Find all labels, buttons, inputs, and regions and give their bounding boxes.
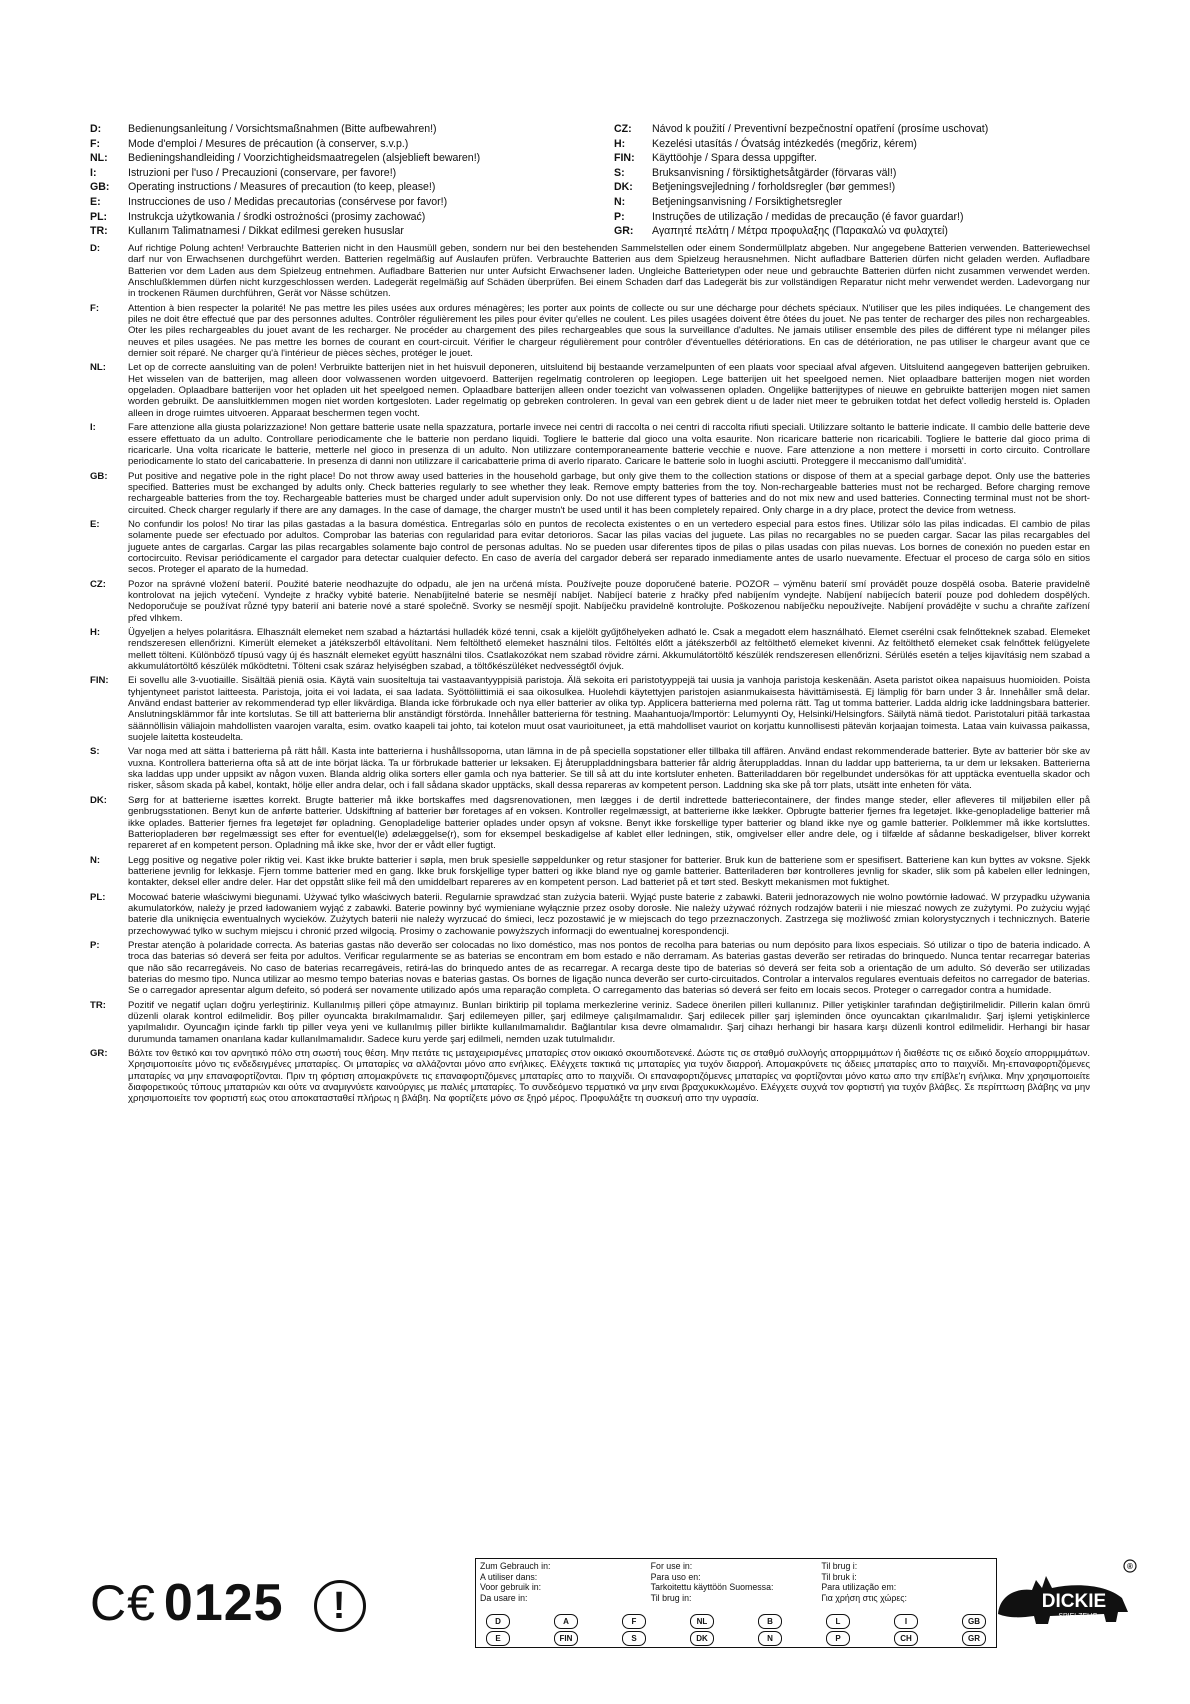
- header-language-row: [614, 151, 1134, 166]
- country-code-icon: I: [894, 1614, 918, 1629]
- country-icons-row-1: [486, 1614, 986, 1629]
- header-title: Käyttöohje / Spara dessa uppgifter.: [652, 152, 817, 165]
- paragraph-text: Put positive and negative pole in the right place! Do not throw away used batteries in the household garbage, but only give them to the collection stations or dispose of them at a special garbage depot. Only use the batteries specified. Batteries must be exchanged by adults only. Check batteries regularly to see whether they leak. Remove empty batteries from the toy. Non-rechargeable batteries must not be recharged. Before charging remove rechargeable batteries from the toy. Rechargeable batteries must be charged under adult supervision only. Do not use different types of batteries and do not mix new and used batteries. Connecting terminal must not be short-circuited. Check charger regularly if there are any damages. In the case of damage, the charger mustn't be used until it has been completely repaired. Only charge in a dry place, protect the device from wetness.: [128, 470, 1090, 516]
- paragraph-text: Pozitif ve negatif uçları doğru yerleştiriniz. Kullanılmış pilleri çöpe atmayınız. Bunları biriktirip pil toplama merkezlerine veriniz. Sadece önerilen pilleri kullanınız. Piller yetişkinler tarafından değiştirilmelidir. Pillerin kalan ömrü düzenli olarak kontrol edilmelidir. Boş piller oyuncakta bırakılmamalıdır. Şarj edilemeyen piller, şarj edilmeye çalışılmamalıdır. Şarj edilecek piller şarj işleminden önce oyuncaktan çıkarılmalıdır. Şarj işlemi yetişkinlerce yapılmalıdır. Oyuncağın içinde farklı tip piller veya yeni ve kullanılmış piller birlikte kullanılmamalıdır. Bağlantılar kısa devre olmamalıdır. Şarj cihazı herhangi bir hasara karşı düzenli kontrol edilmelidir. Herhangi bir hasar durumunda tamamen onarılana kadar kullanılmamalıdır. Sadece kuru yerde şarj edilmeli, nemden uzak tutulmalıdır.: [128, 999, 1090, 1045]
- header-title: Betjeningsvejledning / forholdsregler (bør gemmes!): [652, 181, 896, 194]
- language-code: N:: [90, 854, 101, 866]
- language-code: PL:: [90, 891, 106, 903]
- language-paragraph: [90, 1000, 1090, 1045]
- language-paragraph: [90, 746, 1090, 791]
- paragraph-text: Βάλτε τον θετικό και τον αρνητικό πόλο στη σωστή τους θέση. Μην πετάτε τις μεταχειρισμένες μπαταρίες στον οικιακό σκουπιδοτενεκέ. Δώστε τις σε σταθμό συλλογής απορριμμάτων ή διαθέστε τις σε ειδικό δοχείο απορριμμάτων. Χρησιμοποιείτε μόνο τις ενδεδειγμένες μπαταρίες. Οι μπαταρίες να αλλάζονται μόνο απο ενήλικες. Ελέγχετε τακτικά τις μπαταρίες για τυχόν διαρροή. Απομακρύνετε τις άδειες μπαταρίες απο το παιχνίδι. Μη-επαναφορτιζόμενες μπαταρίες να μην επαναφορτίζονται. Πριν τη φόρτιση απομακρύνετε τις επαναφορτιζόμενες μπαταρίες απο το παιχνίδι. Οι επαναφορτιζόμενες μπαταρίες να φορτίζονται μόνο κατω απο την επίβλε'η ενήλικα. Μην χρησιμοποιείτε διαφορετικούς τύπους μπαταριών και ούτε να αναμιγνύετε καινούργιες με παλιές μπαταρίες. Το συνδεόμενο τερματικό να μην ειναι βραχυκυκλωμένο. Ελέγχετε συχνά τον φορτιστή για τυχόν βλάβες. Σε περίπτωση βλάβης να μην χρησιμοποιείτε τον φορτιστή εως οτου αποκατασταθεί πλήρως η βλάβη. Να φορτίζετε μόνο σε ξηρό μέρος. Προφυλάξτε τη συσκευή απο την υγρασία.: [128, 1048, 1090, 1105]
- header-title: Instrukcja użytkowania / środki ostrożności (prosimy zachować): [128, 210, 426, 223]
- paragraph-text: Fare attenzione alla giusta polarizzazione! Non gettare batterie usate nella spazzatura, portarle invece nei centri di raccolta o nei centri di raccolta rifiuti speciali. Utilizzare soltanto le batterie indicate. Il cambio delle batterie deve essere effettuato da un adulto. Controllare periodicamente che le batterie non perdano liquidi. Togliere le batterie dal gioco una volta esaurite. Non ricaricare batterie non ricaricabili. Togliere le batterie dal gioco prima di ricaricarle. Una volta ricaricate le batterie, metterle nel gioco in presenza di un adulto. Non utilizzare contemporaneamente batterie vecchie e nuove. Fare attenzione a non mettere i morsetti in corto circuito. Controllare periodicamente lo stato del caricabatterie. In presenza di danni non utilizzare il caricabatterie prima di averlo riparato. Caricare le batterie solo in luoghi asciutti. Proteggere il meccanismo dall'umidità'.: [128, 422, 1090, 468]
- country-code-icon: GR: [962, 1631, 986, 1646]
- usage-labels-col3: [821, 1561, 992, 1603]
- language-code: F:: [90, 302, 100, 314]
- language-paragraph: [90, 471, 1090, 516]
- country-code-icon: E: [486, 1631, 510, 1646]
- language-code: I:: [90, 422, 96, 434]
- paragraph-text: Prestar atenção à polaridade correcta. As baterias gastas não deverão ser colocadas no lixo doméstico, mas nos pontos de recolha para baterias ou num depósito para lixos especiais. Só utilizar o tipo de bateria indicado. A troca das baterias só deverá ser feita por adultos. Verificar regularmente se as baterias se encontram em bom estado e não derramam. As baterias gastas deverão ser retiradas do brinquedo. Nunca tentar recarregar baterias que não são recarregáveis. No caso de baterias recarregáveis, retirá-las do brinquedo antes de as recarregar. A recarga deste tipo de baterias só deverá ser feita sob a orientação de um adulto. Só deverão ser utilizadas baterias do mesmo tipo. Nunca utilizar ao mesmo tempo baterias novas e baterias gastas. Os bornes de ligação nunca deverão ser curto-circuitados. Controlar a intervalos regulares eventuais defeitos no carregador de baterias. Se o carregador apresentar algum defeito, só poderá ser novamente utilizado após uma reparação completa. O carregamento das baterias só deverá ser feito em locais secos. Proteger o carregador contra a humidade.: [128, 939, 1090, 997]
- safety-paragraphs: [90, 243, 1090, 1108]
- language-code: S:: [90, 746, 100, 758]
- usage-labels-col2: [651, 1561, 822, 1603]
- header-title: Mode d'emploi / Mesures de précaution (à conserver, s.v.p.): [128, 137, 409, 150]
- paragraph-text: Var noga med att sätta i batterierna på rätt håll. Kasta inte batterierna i hushållssoporna, utan lämna in de på speciella sopstationer eller tillbaka till affären. Använd endast rekommenderade batterier. Byte av batterier bör ske av vuxna. Kontrollera batterierna ofta så att de inte börjat läcka. Ta ur förbrukade batterier ur leksaken. Ej återuppladdningsbara batterier får aldrig återuppladdas. Innan du laddar upp batterierna, ta ur dem ur leksaken. Batterierna ska laddas upp under uppsikt av någon vuxen. Blanda aldrig olika sorters eller gamla och nya batterier. Se till så att du inte kortsluter enheten. Batteriladdaren bör regelbundet undersökas för att upptäcka eventuella skador och risker, såsom skada på kabel, kontakt, hölje eller andra delar, och i fall sådana skador upptäcks, skall dessa repareras av kompetent person. Laddning ska ske på torr plats, utsätt inte enheten för väta.: [128, 746, 1090, 792]
- country-code-icon: D: [486, 1614, 510, 1629]
- country-code-icon: P: [826, 1631, 850, 1646]
- header-language-list-left: [90, 122, 610, 239]
- paragraph-text: Attention à bien respecter la polarité! Ne pas mettre les piles usées aux ordures ménagères; les porter aux points de collecte ou sur une décharge pour déchets spéciaux. N'utiliser que les piles indiquées. Le changement des piles ne doit être effectué que par des personnes adultes. Contrôler régulièrement les piles pour éviter qu'elles ne coulent. Les piles usagées doivent être ôtées du jouet. Ne pas tenter de recharger des piles non rechargeables. Oter les piles rechargeables du jouet avant de les recharger. Ne procéder au chargement des piles rechargeables que sous la surveillance d'adultes. Ne jamais utiliser ensemble des piles de différent type ni mélanger piles neuves et piles usagées. Ne pas mettre les bornes de courant en court-circuit. Vérifier le chargeur régulièrement pour contrôler d'éventuelles détériorations. En cas de détérioration, ne pas utiliser le chargeur avant que ce dernier soit réparé. Ne charger qu'à l'intérieur de pièces sèches, protéger le jouet.: [128, 302, 1090, 360]
- usage-label: Til bruk i:: [821, 1571, 857, 1582]
- usage-label: Zum Gebrauch in:: [480, 1561, 551, 1571]
- header-language-row: [90, 137, 610, 152]
- language-code: NL:: [90, 152, 108, 165]
- country-code-icon: L: [826, 1614, 850, 1629]
- usage-label: Til brug in:: [650, 1592, 692, 1603]
- ce-mark: C€: [90, 1575, 156, 1631]
- header-title: Bedieningshandleiding / Voorzichtigheidsmaatregelen (alsjeblieft bewaren!): [128, 152, 481, 165]
- ce-certification: [90, 1573, 366, 1633]
- usage-label: Para uso en:: [650, 1571, 701, 1582]
- country-code-icon: F: [622, 1614, 646, 1629]
- language-code: GB:: [90, 470, 108, 482]
- paragraph-text: Mocować baterie właściwymi biegunami. Używać tylko właściwych baterii. Regularnie sprawdzać stan zużycia baterii. Wyjąć puste baterie z zabawki. Baterii jednorazowych nie wolno powtórnie ładować. W przypadku używania akumulatorków, należy je przed ładowaniem wyjąć z zabawki. Baterie powinny być wymieniane wyłącznie przez osoby dorosłe. Nie należy używać różnych rodzajów baterii i nie mieszać nowych ze zużytymi. Po zużyciu wyjąć baterie dla uniknięcia ewentualnych wycieków. Zużytych baterii nie należy wyrzucać do śmieci, lecz pozostawić je w miejscach do tego przeznaczonych. Zastrzega się możliwość zmian kolorystycznych i technicznych. Baterie przechowywać tylko w suchym miejscu i chronić przed wilgocią. Prosimy o zachowanie powyższych informacji do ewentualnej korespondencji.: [128, 891, 1090, 937]
- header-title: Kezelési utasítás / Óvatság intézkedés (megőriz, kérem): [652, 137, 917, 150]
- header-title: Bedienungsanleitung / Vorsichtsmaßnahmen (Bitte aufbewahren!): [128, 123, 437, 135]
- language-code: CZ:: [614, 123, 632, 135]
- language-paragraph: [90, 362, 1090, 419]
- registered-mark: ®: [1127, 1562, 1133, 1571]
- header-language-row: [90, 151, 610, 166]
- header-language-row: [90, 122, 610, 137]
- country-code-icon: NL: [690, 1614, 714, 1629]
- paragraph-text: Let op de correcte aansluiting van de polen! Verbruikte batterijen niet in het huisvuil deponeren, uitsluitend bij bestaande verzamelpunten of een plaats voor speciaal afval afgeven. Uitsluitend aangegeven batterijen gebruiken. Het wisselen van de batterijen, mag alleen door volwassenen worden uitgevoerd. Batterijen regelmatig controleren op leegiopen. Lege batterijen uit het speelgoed nemen. Niet oplaadbare batterijen mogen niet worden opgeladen. Oplaadbare batterijen voor het opladen uit het speelgoed nemen. Oplaadbare batterijen alleen onder toezicht van volwassenen opladen. Ongelijke batterijtypes of nieuwe en gebruikte batterijen mogen niet samen worden gebruikt. De aansluitklemmen mogen niet worden kortgesloten. Lader regelmatig op gebreken controleren. In geval van een gebrek dient u de lader niet meer te gebruiken totdat het defect volledig hersteld is. Opladen alleen in droge ruimtes uitvoeren. Apparaat beschermen tegen vocht.: [128, 362, 1090, 419]
- language-paragraph: [90, 940, 1090, 997]
- usage-label: Til brug i:: [821, 1561, 858, 1571]
- country-icons-row-2: [486, 1631, 986, 1646]
- language-code: DK:: [90, 794, 107, 806]
- header-title: Kullanım Talimatnamesi / Dikkat edilmesi gereken hususlar: [128, 225, 404, 238]
- header-language-list-right: [614, 122, 1134, 239]
- header-language-row: [90, 224, 610, 239]
- language-code: F:: [90, 137, 100, 150]
- language-paragraph: [90, 892, 1090, 937]
- paragraph-text: Ügyeljen a helyes polaritásra. Elhasznált elemeket nem szabad a háztartási hulladék közé tenni, csak a kijelölt gyűjtőhelyeken adható le. Csak a megadott elem használható. Elemet cserélni csak felnőtteknek szabad. Elemeket rendszeresen ellenőrizni. Kimerült elemeket a játékszerből eltávolítani. Nem feltölthető elemeket használni tilos. Feltöltés előtt a játékszerből az feltölthető elemeket kivenni. Az feltölthető elemeket csak felnőttek felügyelete mellett tölteni. Különböző típusú vagy új és használt elemeket együtt használni tilos. Csatlakozókat nem szabad rövidre zárni. Akkumulátortöltő készülék rendszeresen ellenőrizni. Sérülés esetén a teljes kijavításig nem szabad a akkumulátortöltő készülék működtetni. Tölteni csak száraz helyiségben szabad, a töltőkészüléket nedvességtől óvjuk.: [128, 627, 1090, 673]
- usage-label: Da usare in:: [480, 1592, 528, 1603]
- language-code: P:: [90, 939, 100, 951]
- header-title: Bruksanvisning / försiktighetsåtgärder (förvaras väl!): [652, 166, 897, 179]
- language-code: H:: [614, 137, 626, 150]
- language-code: E:: [90, 518, 100, 530]
- header-language-row: [614, 122, 1134, 137]
- language-code: NL:: [90, 362, 106, 374]
- language-paragraph: [90, 675, 1090, 743]
- header-language-row: [90, 195, 610, 210]
- language-code: N:: [614, 195, 626, 208]
- language-code: P:: [614, 210, 625, 223]
- usage-labels-col1: [480, 1561, 651, 1603]
- country-code-icon: N: [758, 1631, 782, 1646]
- usage-label: For use in:: [650, 1561, 693, 1571]
- paragraph-text: No confundir los polos! No tirar las pilas gastadas a la basura doméstica. Entregarlas sólo en puntos de recolecta existentes o en un vertedero especial para estos fines. Utilizar sólo las pilas indicadas. El cambio de pilas solamente puede ser efectuado por adultos. Comprobar las baterias con regularidad para evitar detorioros. Sacar las pilas vacias del juguete. Las pilas no recargables no se pueden cargar. Sacar las pilas recargables del juguete antes de cargarlas. Cargar las pilas recargables solamente bajo control de personas adultas. No se pueden usar diferentes tipos de pilas o pilas usadas con pilas nuevas. Los bornes de conexión no pueden estar en cortocircuito. Revisar periódicamente el cargador para detectar cualquier defecto. En caso de avería del cargador deberá ser reparado inmediamente antes de usarlo nuevamente. Efectuar el proceso de carga sólo en sitios secos. Proteger el aparato de la humedad.: [128, 518, 1090, 576]
- paragraph-text: Auf richtige Polung achten! Verbrauchte Batterien nicht in den Hausmüll geben, sondern nur bei den bestehenden Sammelstellen oder einem Sondermüllplatz abgeben. Nur angegebene Batterien verwenden. Batteriewechsel darf nur von Erwachsenen durchgeführt werden. Batterien regelmäßig auf Auslaufen prüfen. Verbrauchte Batterien aus dem Spielzeug herausnehmen. Nicht aufladbare Batterien dürfen nicht geladen werden. Aufladbare Batterien vor dem Laden aus dem Spielzeug entnehmen. Aufladbare Batterien nur unter Aufsicht Erwachsener laden. Ungleiche Batterietypen oder neue und gebrauchte Batterien dürfen nicht zusammen verwendet werden. Anschlußklemmen dürfen nicht kurzgeschlossen werden. Ladegerät regelmäßig auf Schäden überprüfen. Bei einem Schaden darf das Ladegerät bis zur vollständigen Reparatur nicht mehr verwendet werden. Ladevorgang nur in trockenen Räumen durchführen, Gerät vor Nässe schützen.: [128, 243, 1090, 300]
- usage-label: Para utilização em:: [821, 1582, 897, 1593]
- language-paragraph: [90, 1048, 1090, 1105]
- header-language-row: [90, 180, 610, 195]
- paragraph-text: Sørg for at batterierne isættes korrekt. Brugte batterier må ikke bortskaffes med dagsrenovationen, men lægges i de dertil indrettede batteriecontainere, der findes mange steder, eller afleveres til miljøbilen eller på genbrugsstationen. Benyt kun de anførte batterier. Udskiftning af batterier bør foretages af en voksen. Kontroller regelmæssigt, at batterierne ikke lækker. Opbrugte batterier fjernes fra legetøjet. Ikke-genopladelige batterier må ikke oplades. Batterier fjernes fra legetøjet før opladning. Genopladelige batterier oplades under opsyn af voksne. Benyt ikke forskellige typer batterier og bland ikke nye og gamle batterier. Polklemmer må ikke kortsluttes. Batteriopladeren bør regelmæssigt ses efter for eventuel(le) ødelæggelse(r), som for eksempel beskadigelse af kablet eller ledningen, stik, omgivelser eller andre dele, og i tilfælde af sådanne beskadigelser, bliver korrekt repareret af en kompetent person. Opladning må ikke ske, hvor der er vådt eller fugtigt.: [128, 794, 1090, 852]
- language-code: I:: [90, 166, 97, 179]
- header-title: Betjeningsanvisning / Forsiktighetsregler: [652, 195, 843, 208]
- logo-brand-text: DICKIE: [1041, 1591, 1107, 1612]
- paragraph-text: Legg positive og negative poler riktig vei. Kast ikke brukte batterier i søpla, men bruk spesielle søppeldunker og retur stasjoner for batterier. Bruk kun de batteriene som er spesifisert. Batteriene kan kun byttes av voksne. Sjekk batteriene jevnlig for lekkasje. Fjern tomme batterier med en gang. Ikke bruk forskjellige typer batteri og ikke bland nye og gamle batterier. Batteriladeren bør kontrolleres jevnlig for skader, slik som på kabelen eller ledningen, kontakter, deksel eller andre deler. Har det oppstått slike feil må den umiddelbart repareres av en kompetent person. Lad batteriet på et tørt sted. Beskytt mekanismen mot fuktighet.: [128, 854, 1090, 889]
- country-code-icon: DK: [690, 1631, 714, 1646]
- language-code: CZ:: [90, 578, 106, 590]
- header-language-row: [614, 210, 1134, 225]
- country-code-icon: FIN: [554, 1631, 578, 1646]
- header-language-row: [614, 137, 1134, 152]
- usage-label: Tarkoitettu käyttöön Suomessa:: [650, 1582, 774, 1593]
- language-paragraph: [90, 422, 1090, 467]
- header-title: Instrucciones de uso / Medidas precautorias (consérvese por favor!): [128, 195, 448, 208]
- alert-circle-icon: !: [314, 1580, 366, 1632]
- header-title: Istruzioni per l'uso / Precauzioni (conservare, per favore!): [128, 166, 397, 179]
- notified-body-number: 0125: [163, 1574, 284, 1632]
- language-code: GR:: [614, 225, 634, 238]
- country-code-icon: A: [554, 1614, 578, 1629]
- language-code: GB:: [90, 181, 110, 194]
- country-code-icon: GB: [962, 1614, 986, 1629]
- header-title: Návod k použití / Preventivní bezpečnostní opatření (prosíme uschovat): [652, 123, 989, 135]
- language-code: GR:: [90, 1048, 108, 1060]
- paragraph-text: Pozor na správné vložení baterií. Použité baterie neodhazujte do odpadu, ale jen na určená místa. Používejte pouze doporučené baterie. POZOR – výměnu baterií smí provádět pouze dospělá osoba. Baterie pravidelně kontrolovat na jejich vytečení. Vyndejte z hračky vybité baterie. Nenabíjitelné baterie se nesmějí nabíjet. Nabíjecí baterie z hračky před nabíjením vyndejte. Nabíjení nabíjecích baterií pouze pod dohledem dospělých. Nedoporučuje se používat různé typy baterií ani baterie nové a staré společně. Svorky se nesmějí spojit. Nabíječku pravidelně kontrolujte. Poškozenou nabíječku nepoužívejte. Nabíjení provádějte v suchu a chraňte zařízení před vlhkem.: [128, 578, 1090, 624]
- country-code-icon: B: [758, 1614, 782, 1629]
- header-title: Operating instructions / Measures of precaution (to keep, please!): [128, 181, 436, 194]
- header-title: Instruções de utilização / medidas de precaução (é favor guardar!): [652, 210, 964, 223]
- language-code: D:: [90, 243, 101, 254]
- logo-sub-text: SPIELZEUG: [1058, 1613, 1098, 1620]
- country-code-icon: CH: [894, 1631, 918, 1646]
- header-language-row: [614, 180, 1134, 195]
- language-code: S:: [614, 166, 625, 179]
- language-paragraph: [90, 855, 1090, 889]
- language-code: H:: [90, 627, 101, 638]
- language-code: TR:: [90, 225, 108, 238]
- paragraph-text: Ei sovellu alle 3-vuotiaille. Sisältää pieniä osia. Käytä vain suositeltuja tai vastaavantyyppisiä paristoja. Älä sekoita eri paristotyyppejä tai uusia ja vanhoja paristoja keskenään. Aseta paristot oikea napaisuus huomioiden. Poista tyhjentyneet paristot laitteesta. Paristoja, joita ei voi ladata, ei saa ladata. Syöttöliittimiä ei saa oikosulkea. Huolehdi käytettyjen paristojen asianmukaisesta hävittämisestä. Ej lämplig för barn under 3 år. Innehåller små delar. Använd endast batterier av rekommenderad typ eller likvärdiga. Blanda icke förbrukade och nya eller batterier av olika typ. Applicera batterierna med polerna rätt. Tag ut tomma batterier. Ladda aldrig icke laddningsbara batterier. Anslutningsklämmor får inte kortslutas. Se till att batterierna blir anständigt förstörda. Innehåller batterierna för testning. Maahantuoja/Importör: Lelumyynti Oy, Helsinki/Helsingfors. Säilytä nämä tiedot. Paristotaluri pitää tarkastaa säännöllisin väliajoin mahdollisten vaarojen varalta, esim. ovatko kaapeli tai johto, tai kotelon muut osat vaurioituneet, ja että mahdolliset vauriot on korjattu kunnollisesti pätevän korjaajan toimesta. Lataa vain kuivassa paikassa, suojele laitetta kosteudelta.: [128, 675, 1090, 744]
- usage-label: A utiliser dans:: [480, 1571, 538, 1582]
- header-language-row: [614, 195, 1134, 210]
- language-code: D:: [90, 123, 102, 135]
- language-paragraph: [90, 795, 1090, 852]
- language-code: TR:: [90, 999, 106, 1011]
- header-language-row: [90, 210, 610, 225]
- language-paragraph: [90, 519, 1090, 576]
- language-code: FIN:: [90, 675, 109, 687]
- language-paragraph: [90, 303, 1090, 360]
- country-code-icon: S: [622, 1631, 646, 1646]
- header-language-row: [614, 166, 1134, 181]
- language-paragraph: [90, 627, 1090, 672]
- header-title: Αγαπητέ πελάτη / Μέτρα προφυλαξης (Παρακαλώ να φυλαχτεί): [652, 225, 948, 238]
- language-paragraph: [90, 579, 1090, 624]
- country-usage-box: [475, 1558, 997, 1648]
- language-code: DK:: [614, 181, 633, 194]
- language-code: E:: [90, 195, 101, 208]
- header-language-row: [614, 224, 1134, 239]
- language-paragraph: [90, 243, 1090, 300]
- usage-label: Για χρήση στις χώρες:: [821, 1592, 907, 1603]
- usage-label: Voor gebruik in:: [480, 1582, 542, 1593]
- language-code: FIN:: [614, 152, 635, 165]
- header-language-row: [90, 166, 610, 181]
- language-code: PL:: [90, 210, 108, 223]
- dickie-logo: [990, 1552, 1140, 1632]
